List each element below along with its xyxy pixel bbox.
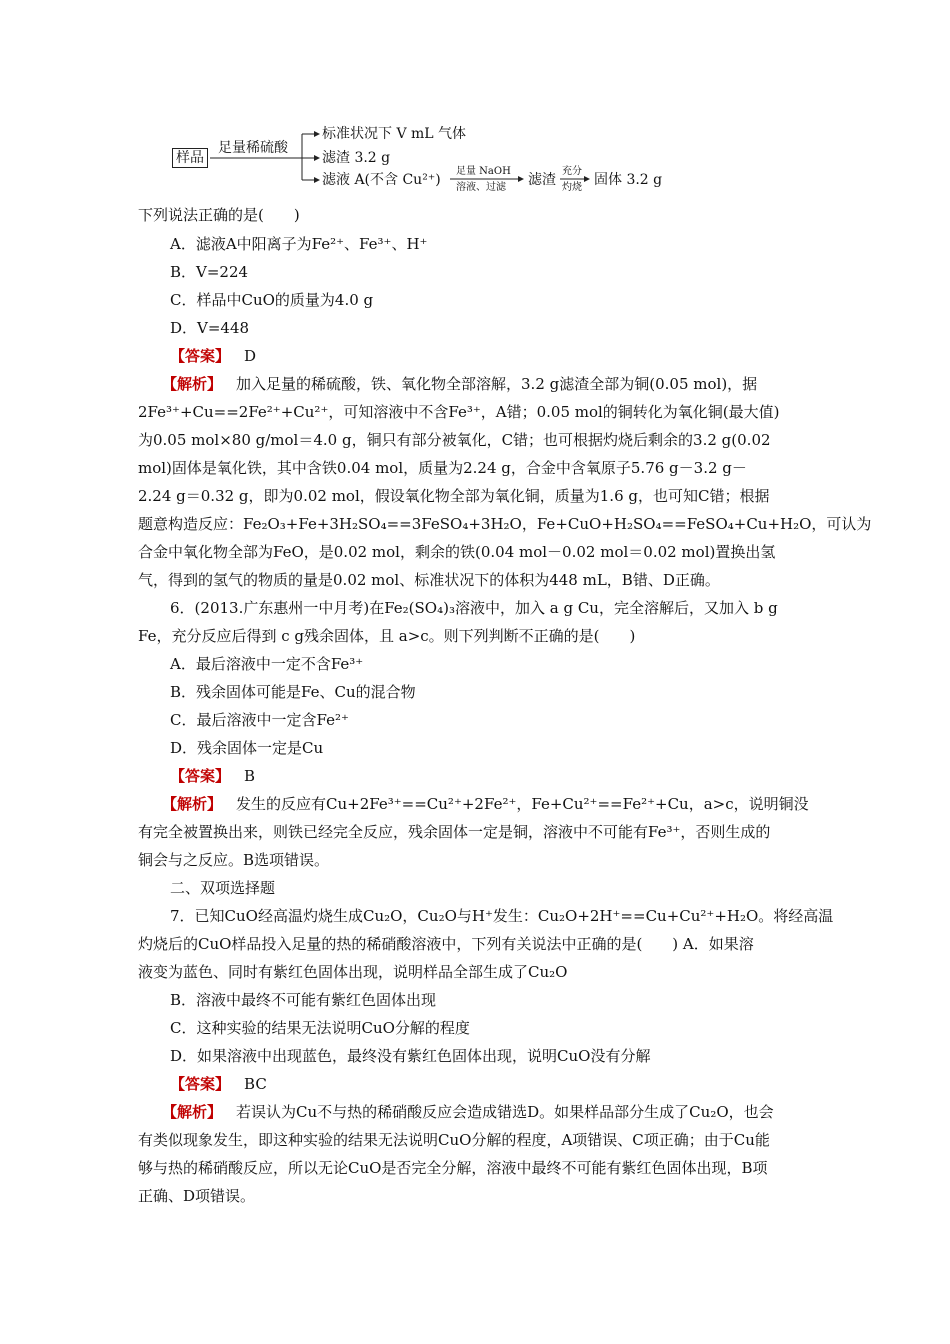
q6-stem-1: 6．(2013.广东惠州一中月考)在Fe₂(SO₄)₃溶液中，加入 a g Cu，完全溶解后，又加入 b g: [170, 599, 778, 617]
q7-option-d: D．如果溶液中出现蓝色，最终没有紫红色固体出现，说明CuO没有分解: [170, 1047, 651, 1065]
answer-value: B: [244, 767, 256, 785]
analysis-text: 发生的反应有Cu+2Fe³⁺==Cu²⁺+2Fe²⁺，Fe+Cu²⁺==Fe²⁺+Cu，a>c，说明铜没: [236, 795, 809, 813]
q7-answer: [170, 1074, 850, 1094]
q5-option-c: C．样品中CuO的质量为4.0 g: [170, 291, 374, 309]
answer-tag: 【答案】: [170, 767, 231, 785]
q5-analysis-line-4: mol)固体是氧化铁，其中含铁0.04 mol，质量为2.24 g，合金中含氧原子5.76 g－3.2 g－: [138, 459, 747, 477]
filtrate-label: 滤液 A(不含 Cu²⁺): [322, 172, 441, 188]
answer-tag: 【答案】: [170, 1075, 231, 1093]
answer-value: D: [244, 347, 257, 365]
solid-label: 固体 3.2 g: [594, 172, 663, 188]
q7-option-b: B．溶液中最终不可能有紫红色固体出现: [170, 991, 437, 1009]
residue-label: 滤渣 3.2 g: [322, 150, 391, 166]
residue2-label: 滤渣: [528, 172, 556, 188]
q6-answer: [170, 766, 850, 786]
burn-top-label: 充分: [562, 166, 582, 177]
q6-option-c: C．最后溶液中一定含Fe²⁺: [170, 711, 349, 729]
q5-analysis-line-7: 合金中氧化物全部为FeO，是0.02 mol，剩余的铁(0.04 mol－0.02 mol＝0.02 mol)置换出氢: [138, 543, 776, 561]
q7-stem-2: 灼烧后的CuO样品投入足量的热的稀硝酸溶液中，下列有关说法中正确的是( ) A．如果溶: [138, 935, 754, 953]
q5-analysis-line-8: 气，得到的氢气的物质的量是0.02 mol、标准状况下的体积为448 mL，B错、D正确。: [138, 571, 720, 589]
q5-option-b: B．V=224: [170, 263, 249, 281]
section-heading: 二、双项选择题: [170, 879, 276, 897]
q6-analysis-line-1: [162, 794, 842, 814]
q5-stem: 下列说法正确的是( ): [138, 206, 300, 224]
q5-analysis-line-2: 2Fe³⁺+Cu==2Fe²⁺+Cu²⁺，可知溶液中不含Fe³⁺，A错；0.05 mol的铜转化为氧化铜(最大值): [138, 403, 780, 421]
naoh-label: 足量 NaOH: [456, 166, 511, 177]
analysis-tag: 【解析】: [162, 795, 223, 813]
q7-stem-1: 7．已知CuO经高温灼烧生成Cu₂O，Cu₂O与H⁺发生：Cu₂O+2H⁺==Cu+Cu²⁺+H₂O。将经高温: [170, 907, 834, 925]
analysis-tag: 【解析】: [162, 375, 223, 393]
reagent-label: 足量稀硫酸: [218, 140, 288, 156]
q5-analysis-line-6: 题意构造反应：Fe₂O₃+Fe+3H₂SO₄==3FeSO₄+3H₂O，Fe+CuO+H₂SO₄==FeSO₄+Cu+H₂O，可认为: [138, 515, 872, 533]
q5-answer: [170, 346, 850, 366]
gas-label: 标准状况下 V mL 气体: [322, 126, 467, 142]
flow-diagram: [168, 122, 688, 192]
answer-value: BC: [244, 1075, 267, 1093]
q6-analysis-line-2: 有完全被置换出来，则铁已经完全反应，残余固体一定是铜，溶液中不可能有Fe³⁺，否则生成的: [138, 823, 771, 841]
q6-option-b: B．残余固体可能是Fe、Cu的混合物: [170, 683, 416, 701]
q7-analysis-line-3: 够与热的稀硝酸反应，所以无论CuO是否完全分解，溶液中最终不可能有紫红色固体出现，B项: [138, 1159, 768, 1177]
sample-box: 样品: [172, 148, 208, 168]
analysis-text: 加入足量的稀硫酸，铁、氧化物全部溶解，3.2 g滤渣全部为铜(0.05 mol)，据: [236, 375, 758, 393]
q7-stem-3: 液变为蓝色、同时有紫红色固体出现，说明样品全部生成了Cu₂O: [138, 963, 568, 981]
q7-option-c: C．这种实验的结果无法说明CuO分解的程度: [170, 1019, 470, 1037]
burn-bottom-label: 灼烧: [562, 182, 582, 193]
q7-analysis-line-2: 有类似现象发生，即这种实验的结果无法说明CuO分解的程度，A项错误、C项正确；由于Cu能: [138, 1131, 770, 1149]
q6-option-a: A．最后溶液中一定不含Fe³⁺: [170, 655, 364, 673]
analysis-tag: 【解析】: [162, 1103, 223, 1121]
naoh-sub-label: 溶液、过滤: [456, 182, 506, 193]
q6-analysis-line-3: 铜会与之反应。B选项错误。: [138, 851, 330, 869]
analysis-text: 若误认为Cu不与热的稀硝酸反应会造成错选D。如果样品部分生成了Cu₂O，也会: [236, 1103, 774, 1121]
q6-option-d: D．残余固体一定是Cu: [170, 739, 324, 757]
q5-option-a: A．滤液A中阳离子为Fe²⁺、Fe³⁺、H⁺: [170, 235, 428, 253]
q7-analysis-line-1: [162, 1102, 842, 1122]
q6-stem-2: Fe，充分反应后得到 c g残余固体，且 a>c。则下列判断不正确的是( ): [138, 627, 636, 645]
answer-tag: 【答案】: [170, 347, 231, 365]
q5-analysis-line-5: 2.24 g＝0.32 g，即为0.02 mol，假设氧化物全部为氧化铜，质量为1.6 g，也可知C错；根据: [138, 487, 770, 505]
q5-analysis-line-1: [162, 374, 842, 394]
q5-analysis-line-3: 为0.05 mol×80 g/mol＝4.0 g，铜只有部分被氧化，C错；也可根据灼烧后剩余的3.2 g(0.02: [138, 431, 771, 449]
q5-option-d: D．V=448: [170, 319, 250, 337]
q7-analysis-line-4: 正确、D项错误。: [138, 1187, 256, 1205]
